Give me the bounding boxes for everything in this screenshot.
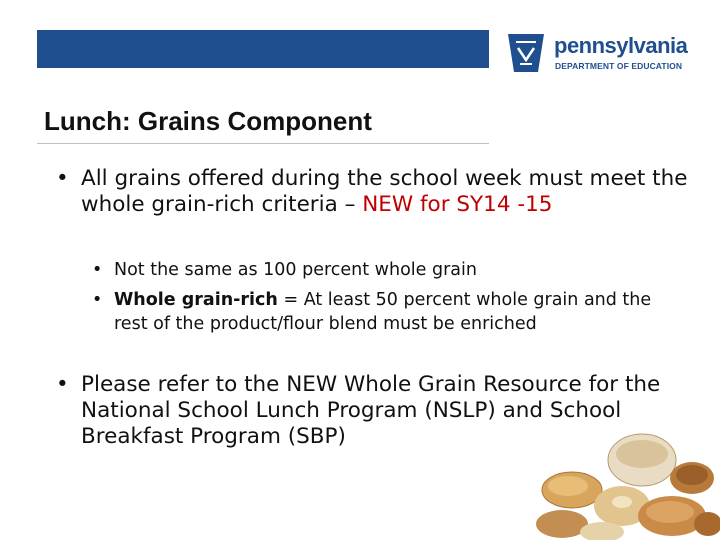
new-sy-highlight: NEW for SY14 -15 (362, 192, 553, 217)
subbullet-text (114, 288, 652, 336)
bullet-text (81, 166, 706, 218)
subbullet-not-100-percent (92, 258, 652, 282)
bullet-icon: • (56, 372, 69, 397)
subbullet-text: Not the same as 100 percent whole grain (114, 260, 477, 280)
bullet-icon: • (92, 260, 103, 280)
logo-subtitle: DEPARTMENT OF EDUCATION (555, 61, 683, 71)
bullet-icon: • (56, 166, 69, 191)
keystone-icon (504, 30, 548, 76)
logo-name: pennsylvania (554, 33, 688, 58)
slide-title: Lunch: Grains Component (44, 106, 372, 136)
grains-bread-image (532, 420, 720, 540)
pde-logo (500, 28, 700, 78)
term-whole-grain-rich: Whole grain-rich (114, 290, 278, 310)
subbullet-whole-grain-rich-definition (92, 288, 652, 336)
definition-text: = At least 50 percent whole grain and the rest of the product/flour blend must be enriched (114, 290, 652, 334)
title-divider (37, 143, 489, 144)
bullet-icon: • (92, 290, 103, 310)
header-bar (37, 30, 489, 68)
bullet-text: Please refer to the NEW Whole Grain Resource for the National School Lunch Program (NSLP) and School Breakfast Program (SBP) (81, 372, 661, 449)
bullet-text-main: All grains offered during the school week must meet the whole grain-rich criteria – (81, 166, 688, 217)
bullet-whole-grain-criteria (56, 166, 706, 218)
